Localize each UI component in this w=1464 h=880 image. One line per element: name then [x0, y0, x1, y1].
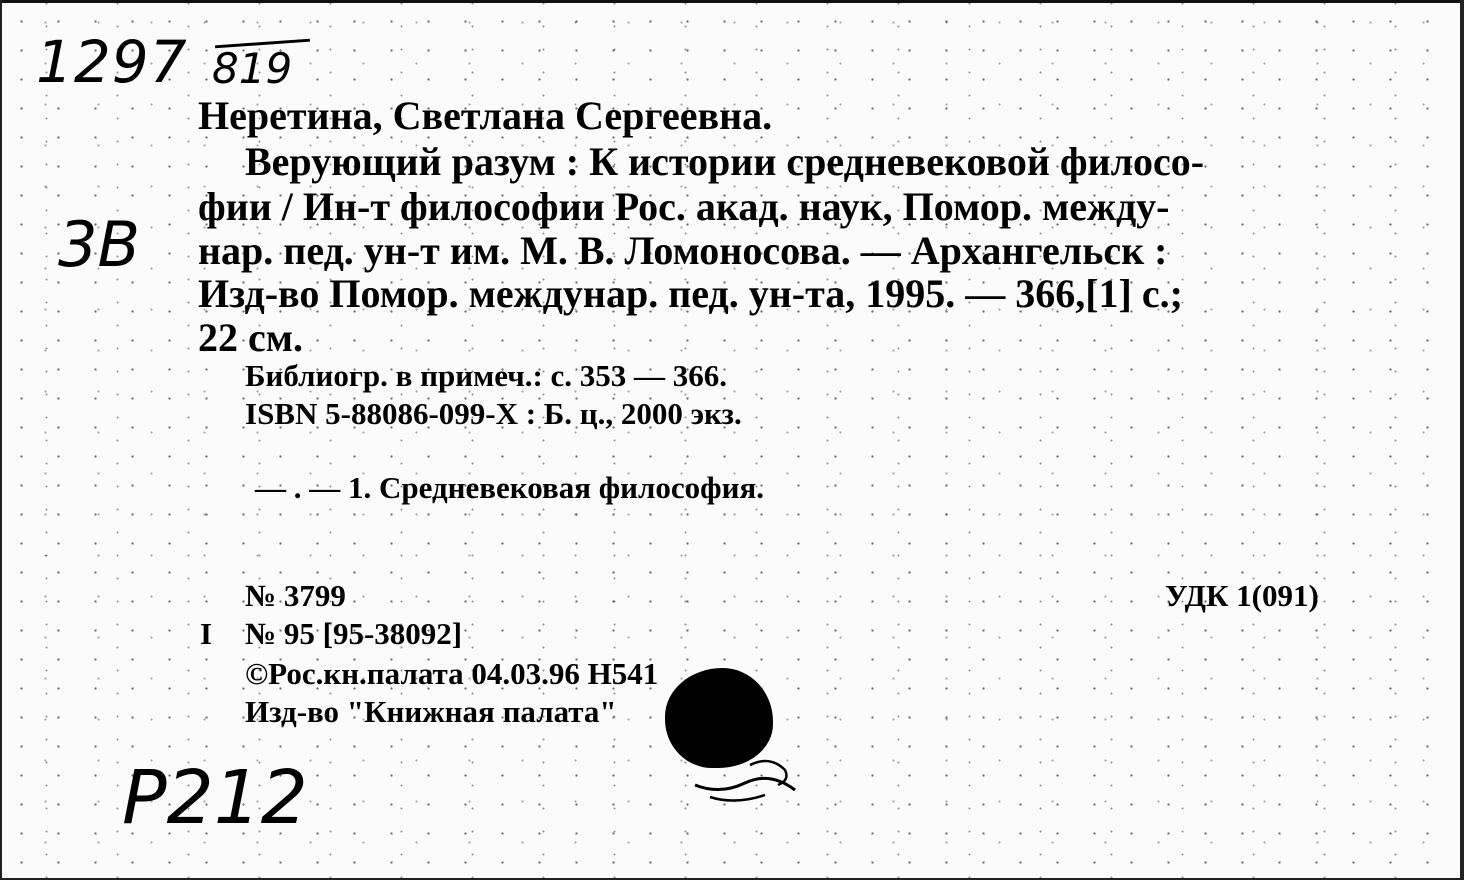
- bibliography-note: Библиогр. в примеч.: с. 353 — 366.: [245, 358, 728, 393]
- registration-number: № 95 [95-38092]: [245, 616, 463, 651]
- card-border-right: [1460, 0, 1464, 880]
- author-heading: Неретина, Светлана Сергеевна.: [198, 93, 773, 138]
- card-border-top: [0, 0, 1464, 3]
- handwritten-location-code: P212: [122, 755, 308, 841]
- handwritten-accession-sub: 819: [212, 44, 293, 93]
- ink-scribble: [690, 735, 810, 805]
- udk-classification: УДК 1(091): [1165, 578, 1319, 613]
- description-line-5: 22 см.: [198, 315, 303, 360]
- description-line-3: нар. пед. ун-т им. М. В. Ломоносова. — Архангельск :: [198, 228, 1168, 273]
- copyright-line: ©Рос.кн.палата 04.03.96 Н541: [245, 656, 659, 691]
- description-line-2: фии / Ин-т философии Рос. акад. наук, Помор. между-: [198, 184, 1170, 229]
- card-border-left: [0, 0, 2, 880]
- roman-numeral: I: [200, 616, 213, 651]
- handwritten-shelfmark: 3B: [58, 208, 140, 281]
- publisher-line: Изд-во "Книжная палата": [245, 694, 617, 729]
- isbn-line: ISBN 5-88086-099-Х : Б. ц., 2000 экз.: [245, 396, 742, 431]
- description-line-4: Изд-во Помор. междунар. пед. ун-та, 1995. — 366,[1] с.;: [198, 271, 1183, 316]
- subject-heading: — . — 1. Средневековая философия.: [255, 470, 765, 505]
- handwritten-accession-number: 1297: [36, 28, 188, 96]
- card-number: № 3799: [245, 578, 346, 613]
- description-line-1: Верующий разум : К истории средневековой филосо-: [245, 139, 1205, 184]
